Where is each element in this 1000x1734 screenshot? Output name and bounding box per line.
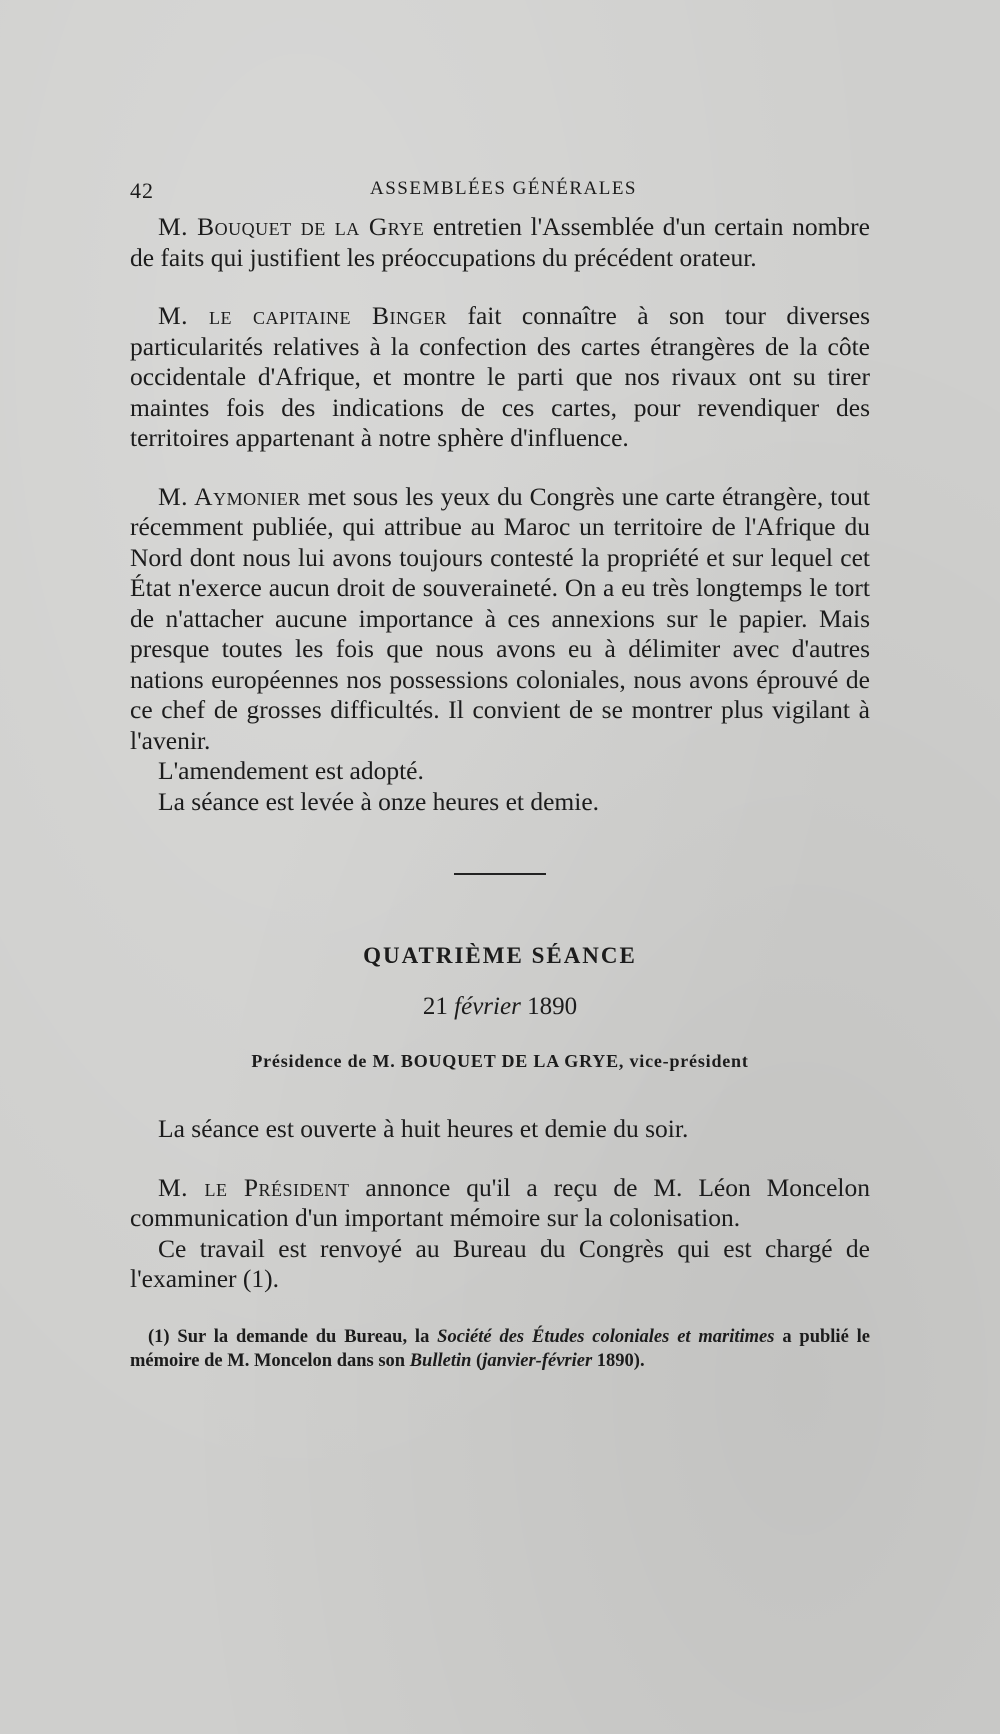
- paragraph-adjourn: La séance est levée à onze heures et demie.: [158, 786, 600, 816]
- speaker-name: M. le Président: [158, 1172, 350, 1202]
- footnote-text: 1890).: [592, 1350, 645, 1371]
- paragraph-opening: La séance est ouverte à huit heures et demie du soir.: [158, 1114, 689, 1143]
- footnote-months: janvier-février: [482, 1350, 593, 1371]
- page-number: 42: [130, 178, 154, 203]
- paragraph-amendment: L'amendement est adopté.: [158, 756, 424, 785]
- paragraph-aymonier: [130, 482, 870, 757]
- paragraph-text: met sous les yeux du Congrès une carte étrangère, tout récemment publiée, qui attribue au Maroc un territoire de l'Afrique du Nord dont nous lui avons toujours contesté la propriété et sur lequel cet État n'exerce aucun droit de souveraineté. On a eu très longtemps le tort de n'attacher aucune importance à ces annexions sur le papier. Mais presque toutes les fois que nous avons eu à délimiter avec d'autres nations européennes nos possessions coloniales, nous avons éprouvé de ce chef de grosses difficultés. Il convient de se montrer plus vigilant à l'avenir.: [130, 481, 870, 755]
- book-page: [130, 178, 870, 1373]
- footnote-text: (: [471, 1350, 483, 1371]
- footnote-text: a publié le mémoire de M. Moncelon dans son: [130, 1326, 870, 1371]
- paragraph-president: [130, 1173, 870, 1234]
- speaker-name: M. Bouquet de la Grye: [158, 212, 425, 241]
- date-month: février: [454, 993, 521, 1020]
- running-title: ASSEMBLÉES GÉNÉRALES: [370, 178, 637, 199]
- paragraph-bouquet: [130, 212, 870, 273]
- footnote-society: Société des Études coloniales et maritimes: [437, 1326, 775, 1347]
- footnote: [130, 1325, 870, 1373]
- date-year: 1890: [527, 993, 578, 1020]
- speaker-name: M. Aymonier: [158, 481, 301, 511]
- paragraph-text: fait connaître à son tour diverses particularités relatives à la confection des cartes étrangères de la côte occidentale d'Afrique, et montre le parti que nos rivaux ont su tirer maintes fois des indications de ces cartes, pour revendiquer des territoires appartenant à notre sphère d'influence.: [130, 301, 870, 452]
- section-divider: [454, 873, 546, 875]
- paragraph-binger: [130, 301, 870, 454]
- running-header: [130, 178, 870, 212]
- date-day: 21: [422, 993, 448, 1020]
- session-date: [130, 993, 870, 1021]
- footnote-text: (1) Sur la demande du Bureau, la: [148, 1326, 438, 1347]
- paragraph-text: annonce qu'il a reçu de M. Léon Moncelon communication d'un important mémoire sur la colonisation.: [130, 1172, 870, 1232]
- footnote-bulletin: Bulletin: [409, 1350, 472, 1371]
- speaker-name: M. le capitaine Binger: [158, 301, 447, 330]
- presidence-line: Présidence de M. BOUQUET DE LA GRYE, vice-président: [251, 1051, 749, 1071]
- paragraph-text: entretien l'Assemblée d'un certain nombre de faits qui justifient les préoccupations du précédent orateur.: [130, 212, 870, 272]
- session-title: QUATRIÈME SÉANCE: [363, 943, 637, 968]
- paragraph-referral: Ce travail est renvoyé au Bureau du Congrès qui est chargé de l'examiner (1).: [130, 1233, 870, 1293]
